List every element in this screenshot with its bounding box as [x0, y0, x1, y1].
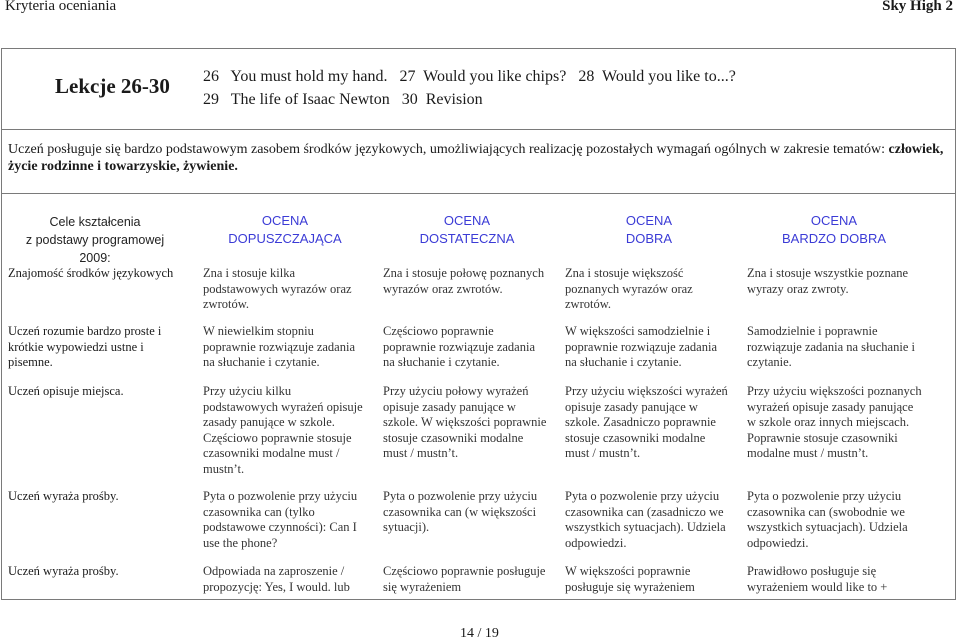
criterion-cell: W większości poprawnie posługuje się wyrażeniem: [565, 564, 695, 594]
lesson-list-line: 26 You must hold my hand. 27 Would you like chips? 28 Would you like to...?: [203, 68, 736, 85]
criterion-cell: Pyta o pozwolenie przy użyciu czasownika can (tylko podstawowe czynności): Can I use the phone?: [203, 489, 358, 550]
grade-header-dobra: [564, 212, 734, 248]
lesson-list-line: 29 The life of Isaac Newton 30 Revision: [203, 91, 483, 108]
criterion-cell: Częściowo poprawnie posługuje się wyrażeniem: [383, 564, 546, 594]
criterion-cell: Pyta o pozwolenie przy użyciu czasownika can (w większości sytuacji).: [383, 489, 538, 534]
document-title: Kryteria oceniania: [5, 0, 117, 14]
goal-cell: Uczeń rozumie bardzo proste i krótkie wypowiedzi ustne i pisemne.: [8, 324, 162, 369]
grade-header-dopuszczajaca: [200, 212, 370, 248]
criterion-cell: Zna i stosuje wszystkie poznane wyrazy oraz zwroty.: [747, 266, 909, 296]
criterion-cell: W niewielkim stopniu poprawnie rozwiązuje zadania na słuchanie i czytanie.: [203, 324, 356, 369]
lesson-range-title: Lekcje 26-30: [55, 74, 170, 98]
criterion-cell: Przy użyciu połowy wyrażeń opisuje zasady panujące w szkole. W większości poprawnie stosuje czasowniki modalne must / mustn’t.: [383, 384, 547, 460]
criterion-cell: Przy użyciu większości poznanych wyrażeń opisuje zasady panujące w szkole oraz innych miejscach. Poprawnie stosuje czasowniki modalne must / mustn’t.: [747, 384, 922, 460]
criterion-cell: Częściowo poprawnie poprawnie rozwiązuje zadania na słuchanie i czytanie.: [383, 324, 536, 369]
criterion-cell: Odpowiada na zaproszenie / propozycję: Yes, I would. lub: [203, 564, 350, 594]
goal-cell: Uczeń opisuje miejsca.: [8, 384, 124, 398]
goal-cell: Znajomość środków językowych: [8, 266, 174, 280]
criterion-cell: Zna i stosuje kilka podstawowych wyrazów oraz zwrotów.: [203, 266, 352, 311]
goal-cell: Uczeń wyraża prośby.: [8, 564, 119, 578]
course-name: Sky High 2: [882, 0, 953, 14]
grade-name: DOPUSZCZAJĄCA: [228, 231, 342, 246]
divider: [1, 193, 956, 194]
goals-header-line: Cele kształcenia: [49, 215, 141, 229]
page-header: [0, 0, 959, 14]
grade-name: DOSTATECZNA: [419, 231, 515, 246]
criterion-cell: Pyta o pozwolenie przy użyciu czasownika can (swobodnie we wszystkich sytuacjach). Udziela odpowiedzi.: [747, 489, 908, 550]
criterion-cell: Samodzielnie i poprawnie rozwiązuje zadania na słuchanie i czytanie.: [747, 324, 915, 369]
criterion-cell: W większości samodzielnie i poprawnie rozwiązuje zadania na słuchanie i czytanie.: [565, 324, 718, 369]
grade-label: OCENA: [810, 213, 858, 228]
intro-paragraph: [8, 142, 948, 175]
grade-label: OCENA: [443, 213, 491, 228]
grade-header-bardzo-dobra: [749, 212, 919, 248]
goal-cell: Uczeń wyraża prośby.: [8, 489, 119, 503]
criterion-cell: Zna i stosuje większość poznanych wyrazów oraz zwrotów.: [565, 266, 693, 311]
goals-header-line: z podstawy programowej 2009:: [25, 233, 165, 265]
criterion-cell: Prawidłowo posługuje się wyrażeniem would like to +: [747, 564, 888, 594]
criterion-cell: Zna i stosuje połowę poznanych wyrazów oraz zwrotów.: [383, 266, 545, 296]
goals-column-header: [10, 213, 180, 267]
criterion-cell: Pyta o pozwolenie przy użyciu czasownika can (zasadniczo we wszystkich sytuacjach). Udziela odpowiedzi.: [565, 489, 726, 550]
grade-header-dostateczna: [382, 212, 552, 248]
grade-label: OCENA: [261, 213, 309, 228]
intro-topics: człowiek, życie rodzinne i towarzyskie, żywienie.: [8, 142, 944, 174]
page-number: 14 / 19: [460, 626, 499, 641]
grade-name: BARDZO DOBRA: [781, 231, 886, 246]
intro-text: Uczeń posługuje się bardzo podstawowym zasobem środków językowych, umożliwiających realizację pozostałych wymagań ogólnych w zakresie tematów:: [8, 142, 886, 157]
grade-name: DOBRA: [625, 231, 673, 246]
criterion-cell: Przy użyciu kilku podstawowych wyrażeń opisuje zasady panujące w szkole. Częściowo poprawnie stosuje czasowniki modalne must / mustn’t.: [203, 384, 363, 476]
criterion-cell: Przy użyciu większości wyrażeń opisuje zasady panujące w szkole. Zasadniczo poprawnie stosuje czasowniki modalne must / mustn’t.: [565, 384, 728, 460]
divider: [1, 129, 956, 130]
grade-label: OCENA: [625, 213, 673, 228]
